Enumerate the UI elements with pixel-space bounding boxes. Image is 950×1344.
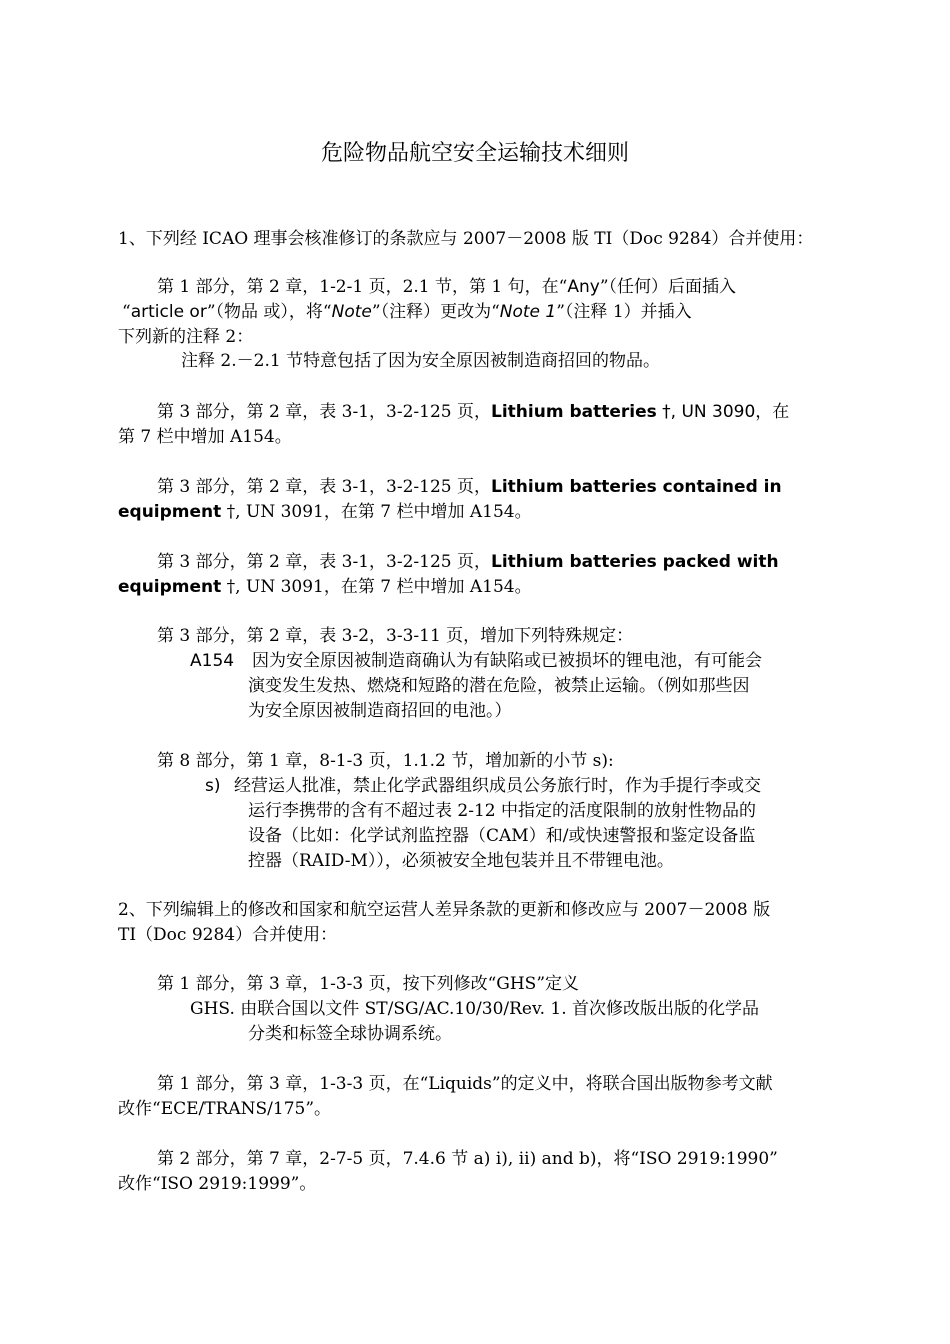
text: ”（物品 或），将“ (206, 302, 332, 322)
text: ”（任何）后面插入 (599, 277, 737, 297)
document-title: 危险物品航空安全运输技术细则 (320, 141, 629, 166)
text: 第 1 部分，第 2 章，1-2-1 页，2.1 节，第 1 句，在“ (157, 277, 568, 297)
s1-p5-line1: 第 3 部分，第 2 章，表 3-2，3-3-11 页，增加下列特殊规定： (157, 626, 634, 646)
s2-p3-line2: 改作“ISO 2919:1999”。 (118, 1174, 317, 1194)
s1-p6-line5: 控器（RAID-M）），必须被安全地包装并且不带锂电池。 (248, 851, 674, 871)
s2-p3-line1: 第 2 部分，第 7 章，2-7-5 页，7.4.6 节 a) i), ii) and b)，将“ISO 2919:1990” (157, 1149, 778, 1169)
bold-text: Lithium batteries (491, 402, 657, 422)
s2-p2-line2: 改作“ECE/TRANS/175”。 (118, 1099, 332, 1119)
s1-p5-line3: 演变发生发热、燃烧和短路的潜在危险，被禁止运输。（例如那些因 (248, 676, 750, 696)
text: Note (331, 302, 372, 322)
s1-p4-line1 (157, 551, 779, 573)
s2-p1-line3: 分类和标签全球协调系统。 (248, 1024, 452, 1044)
section2-heading-line2: TI（Doc 9284）合并使用： (118, 925, 338, 945)
s1-p4-line2 (118, 576, 532, 598)
text: article or (130, 302, 207, 322)
text: †, UN 3090，在 (656, 402, 790, 422)
s1-p6-line3: 运行李携带的含有不超过表 2-12 中指定的活度限制的放射性物品的 (248, 801, 756, 821)
text: Note 1 (499, 302, 557, 322)
text: 第 3 部分，第 2 章，表 3-1，3-2-125 页， (157, 402, 491, 422)
text: ”（注释 1）并插入 (556, 302, 692, 322)
s2-p1-line1: 第 1 部分，第 3 章，1-3-3 页，按下列修改“GHS”定义 (157, 974, 580, 994)
s1-p2-line2: 第 7 栏中增加 A154。 (118, 427, 292, 447)
s1-p6-line1: 第 8 部分，第 1 章，8-1-3 页，1.1.2 节，增加新的小节 s): (157, 751, 614, 771)
special-provision-code: A154 (190, 651, 235, 671)
bold-text: equipment (118, 577, 222, 597)
text: Any (567, 277, 600, 297)
s1-p1-line3: 下列新的注释 2： (118, 327, 254, 347)
bold-text: equipment (118, 502, 222, 522)
s1-p6-line4: 设备（比如：化学试剂监控器（CAM）和/或快速警报和鉴定设备监 (248, 826, 756, 846)
s1-p5-line2: 因为安全原因被制造商确认为有缺陷或已被损坏的锂电池，有可能会 (252, 651, 762, 671)
section2-heading-line1: 2、下列编辑上的修改和国家和航空运营人差异条款的更新和修改应与 2007－2008 版 (118, 900, 771, 920)
text: “ (122, 302, 131, 322)
s2-p1-line2: GHS. 由联合国以文件 ST/SG/AC.10/30/Rev. 1. 首次修改版出版的化学品 (190, 999, 760, 1019)
text: ”（注释）更改为“ (371, 302, 500, 322)
text: 第 3 部分，第 2 章，表 3-1，3-2-125 页， (157, 552, 491, 572)
s1-p5-line4: 为安全原因被制造商招回的电池。） (248, 701, 512, 721)
text: †, UN 3091，在第 7 栏中增加 A154。 (221, 577, 532, 597)
s1-p6-line2: 经营运人批准，禁止化学武器组织成员公务旅行时，作为手提行李或交 (234, 776, 761, 796)
s1-p1-note: 注释 2.－2.1 节特意包括了因为安全原因被制造商招回的物品。 (181, 351, 661, 371)
s1-p3-line2 (118, 501, 532, 523)
section1-heading: 1、下列经 ICAO 理事会核准修订的条款应与 2007－2008 版 TI（Doc 9284）合并使用： (118, 229, 814, 249)
text: 第 3 部分，第 2 章，表 3-1，3-2-125 页， (157, 477, 491, 497)
s1-p1-line1 (157, 276, 736, 298)
bold-text: Lithium batteries packed with (491, 552, 779, 572)
s1-p1-line2 (122, 301, 692, 323)
bold-text: Lithium batteries contained in (491, 477, 782, 497)
s1-p3-line1 (157, 476, 782, 498)
s1-p2-line1 (157, 401, 789, 423)
s2-p2-line1: 第 1 部分，第 3 章，1-3-3 页，在“Liquids”的定义中，将联合国出版物参考文献 (157, 1074, 773, 1094)
subsection-code: s) (205, 776, 221, 796)
text: †, UN 3091，在第 7 栏中增加 A154。 (221, 502, 532, 522)
